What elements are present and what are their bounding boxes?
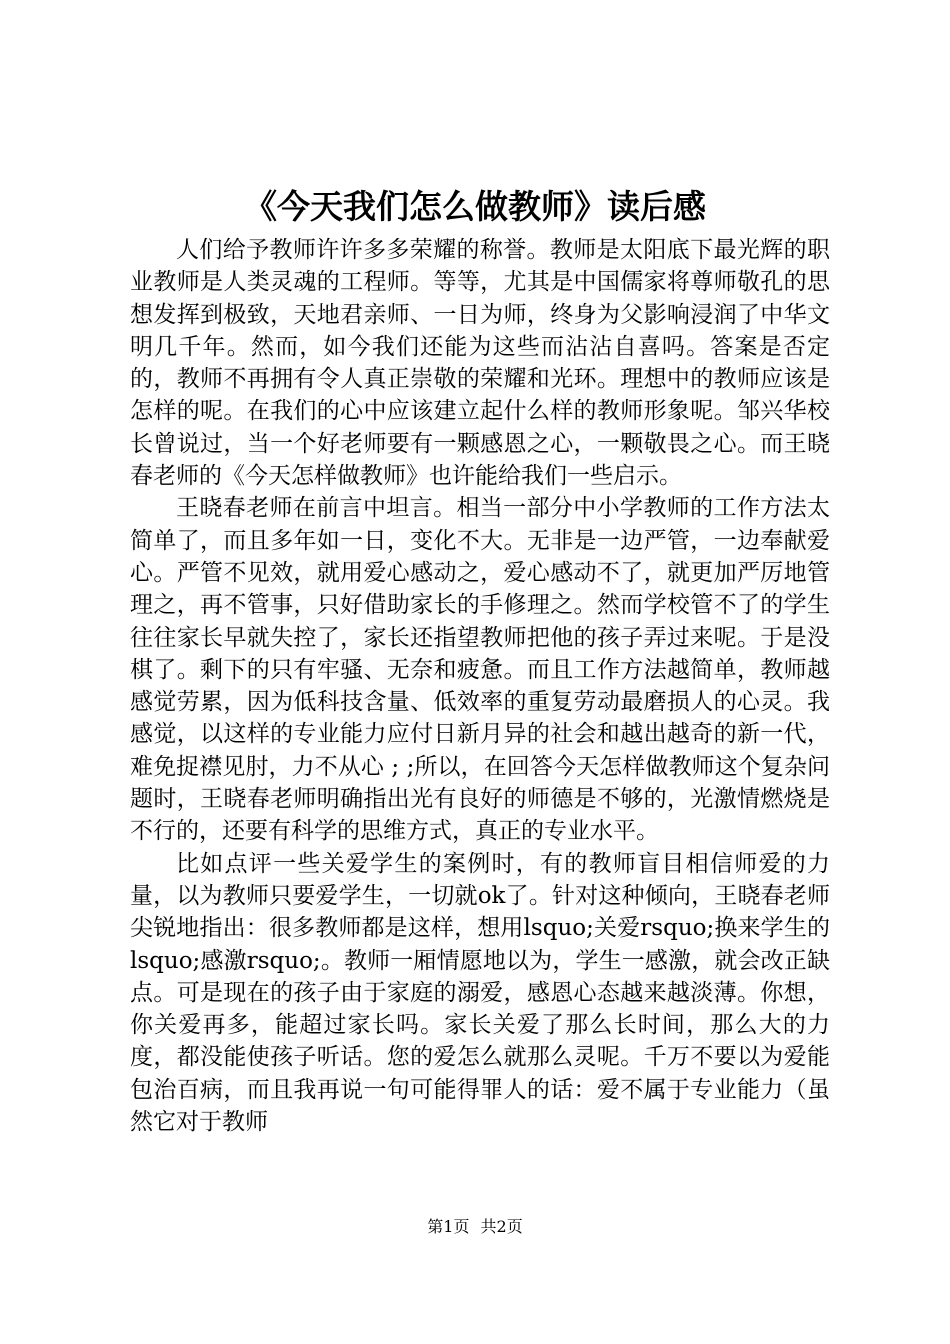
document-body xyxy=(130,234,830,1138)
paragraph-1: 人们给予教师许许多多荣耀的称誉。教师是太阳底下最光辉的职业教师是人类灵魂的工程师。等等，尤其是中国儒家将尊师敬孔的思想发挥到极致，天地君亲师、一日为师，终身为父影响浸润了中华文明几千年。然而，如今我们还能为这些而沾沾自喜吗。答案是否定的，教师不再拥有令人真正崇敬的荣耀和光环。理想中的教师应该是怎样的呢。在我们的心中应该建立起什么样的教师形象呢。邹兴华校长曾说过，当一个好老师要有一颗感恩之心，一颗敬畏之心。而王晓春老师的《今天怎样做教师》也许能给我们一些启示。 xyxy=(130,237,830,490)
paragraph-2: 王晓春老师在前言中坦言。相当一部分中小学教师的工作方法太简单了，而且多年如一日，变化不大。无非是一边严管，一边奉献爱心。严管不见效，就用爱心感动之，爱心感动不了，就更加严厉地管理之，再不管事，只好借助家长的手修理之。然而学校管不了的学生往往家长早就失控了，家长还指望教师把他的孩子弄过来呢。于是没棋了。剩下的只有牢骚、无奈和疲惫。而且工作方法越简单，教师越感觉劳累，因为低科技含量、低效率的重复劳动最磨损人的心灵。我感觉，以这样的专业能力应付日新月异的社会和越出越奇的新一代，难免捉襟见肘，力不从心 ; ;所以，在回答今天怎样做教师这个复杂问题时，王晓春老师明确指出光有良好的师德是不够的，光激情燃烧是不行的，还要有科学的思维方式，真正的专业水平。 xyxy=(130,495,830,845)
page-number: 第1页 xyxy=(427,1217,470,1236)
page-total: 共2页 xyxy=(480,1217,523,1236)
page-footer xyxy=(0,1215,950,1239)
document-title: 《今天我们怎么做教师》读后感 xyxy=(244,187,706,226)
paragraph-3: 比如点评一些关爱学生的案例时，有的教师盲目相信师爱的力量，以为教师只要爱学生，一切就ok了。针对这种倾向，王晓春老师尖锐地指出：很多教师都是这样，想用lsquo;关爱rsquo;换来学生的lsquo;感激rsquo;。教师一厢情愿地以为，学生一感激，就会改正缺点。可是现在的孩子由于家庭的溺爱，感恩心态越来越淡薄。你想，你关爱再多，能超过家长吗。家长关爱了那么长时间，那么大的力度，都没能使孩子听话。您的爱怎么就那么灵呢。千万不要以为爱能包治百病，而且我再说一句可能得罪人的话：爱不属于专业能力（虽然它对于教师 xyxy=(130,850,830,1136)
